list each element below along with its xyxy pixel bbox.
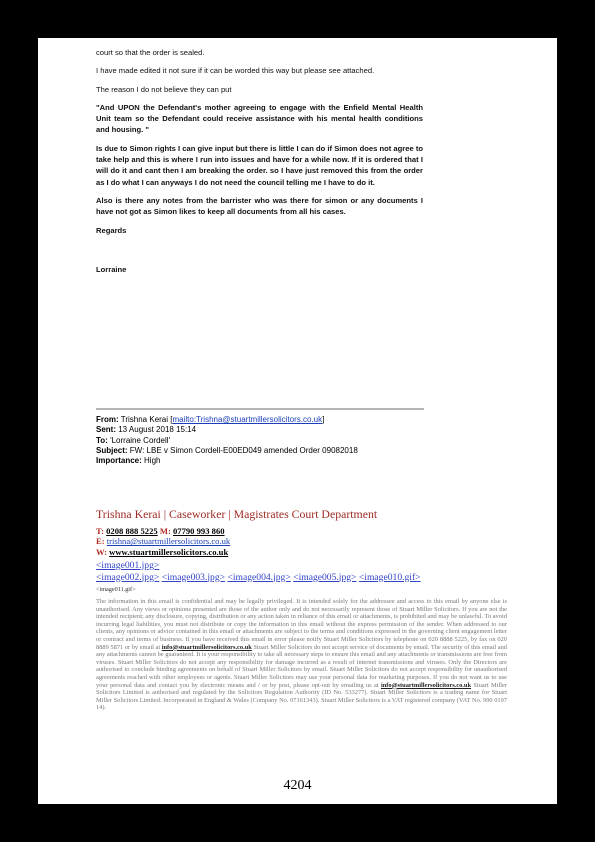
mobile-label: M: <box>159 526 171 536</box>
email-label: E: <box>96 536 105 547</box>
closing: Regards <box>96 225 127 235</box>
sent-value: 13 August 2018 15:14 <box>118 425 197 435</box>
image-attachment-link[interactable]: <image010.gif> <box>358 571 421 583</box>
image-attachment-link[interactable]: <image002.jpg> <box>96 571 160 583</box>
body-paragraph: I have made edited it not sure if it can be worded this way but please see attached. <box>96 66 375 76</box>
image-attachments <box>96 560 496 583</box>
telephone-label: T: <box>96 526 104 536</box>
email-body <box>96 47 423 282</box>
mobile-value[interactable]: 07790 993 860 <box>172 526 225 536</box>
importance-label: Importance: <box>96 456 142 466</box>
email-signature <box>96 507 476 557</box>
body-paragraph: Also is there any notes from the barrister who was there for simon or any documents I have not got as Simon likes to keep all documents from all his cases. <box>96 195 423 217</box>
web-line <box>96 547 476 557</box>
email-line <box>96 536 476 546</box>
subject-label: Subject: <box>96 445 128 455</box>
disclaimer-text: Stuart Miller Solicitors Limited is authorised and regulated by the Solicitors Regulation Authority (ID No. 533277). Stuart Miller Solicitors is a trading name for Stuart Miller Solicitors Limited. Incorporated in England & Wales (Company No. 07161343). Stuart Miller Solicitors is a VAT registered company (VAT No. 990 0197 14). <box>96 681 507 712</box>
website-link[interactable]: www.stuartmillersolicitors.co.uk <box>109 546 229 557</box>
signature-email-link[interactable]: trishna@stuartmillersolicitors.co.uk <box>106 536 231 547</box>
from-label: From: <box>96 415 119 424</box>
to-label: To: <box>96 435 108 445</box>
disclaimer-email-link[interactable]: info@stuartmillersolicitors.co.uk <box>380 681 472 689</box>
signoff-name: Lorraine <box>96 264 127 274</box>
importance-value: High <box>144 456 161 466</box>
sent-line <box>96 425 436 435</box>
disclaimer-text: The information in this email is confidential and may be legally privileged. It is intended solely for the addressee and access to this email by anyone else is unauthorised. Any views or opinions presented are those of the author only and do not necessarily represent those of Stuart Miller Solicitors. If you are not the intended recipient; any disclosure, copying, distribution or any action taken in reliance of this email or attachments, is prohibited and may be unlawful. To avoid incurring legal liabilities, you must not distribute or copy the information in this email without the express permission of the sender. When addressed to our clients, any opinions or advice contained in this email or attachments are subject to the terms and conditions expressed in the governing client engagement letter or contract and terms of business. If you have received this email in error please notify Stuart Miller Solicitors by telephone on 020 8888 5225, by fax on 020 8889 5871 or by email at <box>96 598 507 651</box>
to-line <box>96 436 436 446</box>
header-divider <box>96 408 424 410</box>
sent-label: Sent: <box>96 425 116 435</box>
from-line <box>96 415 436 425</box>
body-paragraph: Is due to Simon rights I can give input but there is little I can do if Simon does not agree to take help and this is where I run into issues and have for a while now. If it is ordered that I will do it and cant then I am breaking the order. so I have just removed this from the order as I do what I can anyways I do not need the council telling me I have to do it. <box>96 143 423 187</box>
image-attachment-link[interactable]: <image005.jpg> <box>293 571 357 583</box>
disclaimer-text: Stuart Miller Solicitors do not accept service of documents by email. The security of this email and any attachments cannot be guaranteed. It is your responsibility to take all necessary steps to ensure this email and any attachments or transmissions are free from viruses. Stuart Miller Solicitors do not accept any responsibility for damage incurred as a result of internet transmissions and viruses. Only the Directors are authorised to conclude binding agreements on behalf of Stuart Miller Solicitors by email. Stuart Miller Solicitors do not accept responsibility for unauthorised agreements reached with other employees or agents. Stuart Miller Solicitors may use your personal data for marketing purposes. If you do not want us to use your personal data and contact you by electronic means and / or by post, please opt-out by emailing us at <box>96 643 508 689</box>
legal-disclaimer <box>96 598 507 712</box>
body-paragraph: court so that the order is sealed. <box>96 48 205 57</box>
quoted-order-text: "And UPON the Defendant's mother agreeing to engage with the Enfield Mental Health Unit team so the Defendant could receive assistance with his mental health conditions and housing. " <box>96 102 423 135</box>
importance-line <box>96 456 436 466</box>
body-paragraph: The reason I do not believe they can put <box>96 84 232 94</box>
forwarded-header <box>96 415 436 466</box>
disclaimer-email-link[interactable]: info@stuartmillersolicitors.co.uk <box>161 643 252 651</box>
from-email-link[interactable]: mailto:Trishna@stuartmillersolicitors.co.uk <box>172 415 323 424</box>
image-attachment-link[interactable]: <image001.jpg> <box>96 560 160 571</box>
subject-value: FW: LBE v Simon Cordell-E00ED049 amended Order 09082018 <box>129 445 358 455</box>
image-attachment-link[interactable]: <image003.jpg> <box>161 571 226 583</box>
telephone-value[interactable]: 0208 888 5225 <box>106 526 158 536</box>
phone-line <box>96 526 476 536</box>
from-end: ] <box>322 415 325 424</box>
from-name: Trishna Kerai [ <box>120 415 173 424</box>
image-placeholder: <image011.gif> <box>96 586 136 593</box>
signature-name-line: Trishna Kerai | Caseworker | Magistrates Court Department <box>96 507 378 521</box>
image-attachment-link[interactable]: <image004.jpg> <box>227 571 291 583</box>
web-label: W: <box>96 546 107 557</box>
to-value: 'Lorraine Cordell' <box>110 435 171 445</box>
subject-line <box>96 446 436 456</box>
page-number: 4204 <box>283 778 312 793</box>
